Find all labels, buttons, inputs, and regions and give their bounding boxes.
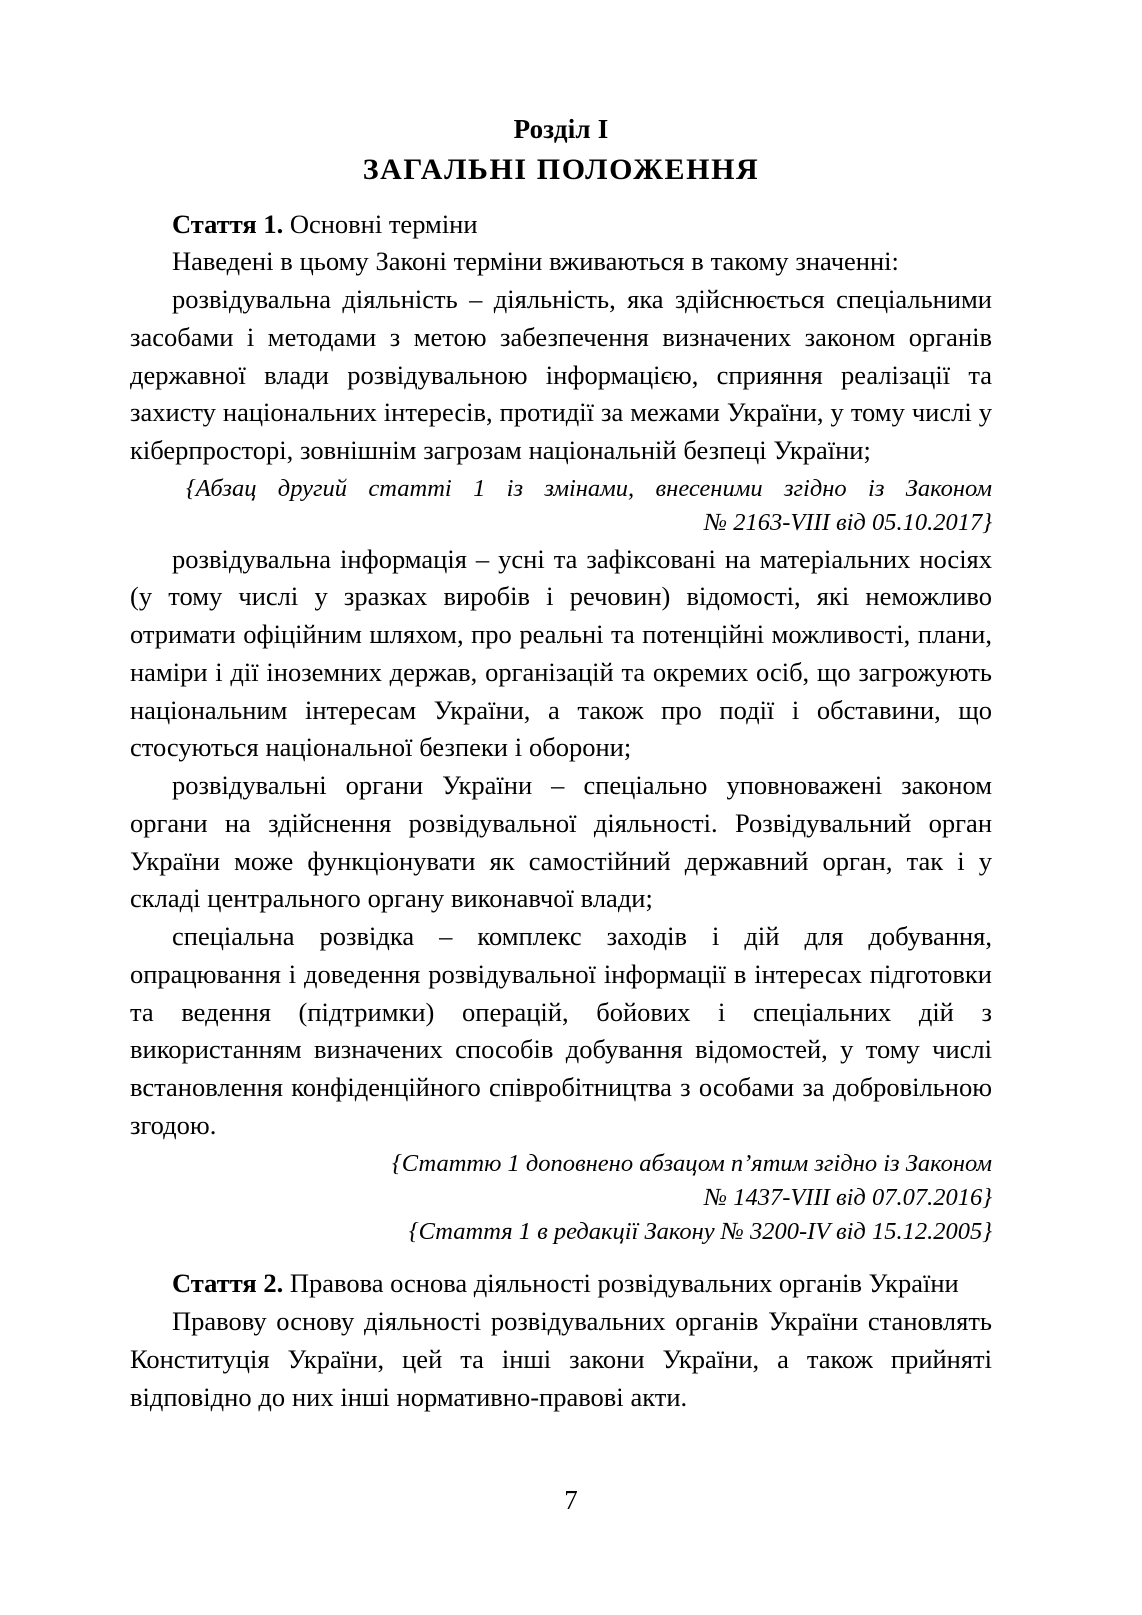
note-2-line-1: {Статтю 1 доповнено абзацом п’ятим згідно із Законом xyxy=(391,1149,992,1177)
article-1-title: Основні терміни xyxy=(283,208,478,239)
article-1-term-3: розвідувальні органи України – спеціально уповноважені законом органи на здійснення розвідувальної діяльності. Розвідувальний орган України може функціонувати як самостійний державний орган, так і у складі центрального органу виконавчої влади; xyxy=(130,770,992,914)
article-1-term-1: розвідувальна діяльність – діяльність, яка здійснюється спеціальними засобами і методами з метою забезпечення визначених законом органів державної влади розвідувальною інформацією, сприяння реалізації та захисту національних інтересів, протидії за межами України, у тому числі у кіберпросторі, зовнішнім загрозам національній безпеці України; xyxy=(130,284,992,466)
page-number: 7 xyxy=(564,1485,578,1515)
article-2-heading xyxy=(130,1265,992,1303)
note-3-line-1: {Стаття 1 в редакції Закону № 3200-IV від 15.12.2005} xyxy=(408,1218,992,1246)
article-1-note-2 xyxy=(130,1147,992,1250)
article-2-title: Правова основа діяльності розвідувальних органів України xyxy=(283,1268,959,1299)
article-1-term-2: розвідувальна інформація – усні та зафіксовані на матеріальних носіях (у тому числі у зразках виробів і речовин) відомості, які неможливо отримати офіційним шляхом, про реальні та потенційні можливості, плани, наміри і дії іноземних держав, організацій та окремих осіб, що загрожують національним інтересам України, а також про події і обставини, що стосуються національної безпеки і оборони; xyxy=(130,543,992,763)
article-1-heading xyxy=(130,206,992,244)
article-1-term-4: спеціальна розвідка – комплекс заходів і дій для добування, опрацювання і доведення розвідувальної інформації в інтересах підготовки та ведення (підтримки) операцій, бойових і спеціальних дій з використанням визначених способів добування відомостей, у тому числі встановлення конфіденційного співробітництва з особами за добровільною згодою. xyxy=(130,921,992,1140)
note-1-line-1: {Абзац другий статті 1 із змінами, внесеними згідно із Законом xyxy=(186,474,992,502)
article-2-paragraph-1: Правову основу діяльності розвідувальних органів України становлять Конституція України, цей та інші закони України, а також прийняті відповідно до них інші нормативно-правові акти. xyxy=(130,1306,992,1412)
note-2-line-2: № 1437-VIII від 07.07.2016} xyxy=(704,1183,992,1211)
chapter-title: ЗАГАЛЬНІ ПОЛОЖЕННЯ xyxy=(362,152,760,186)
article-1-number: Стаття 1. xyxy=(172,208,284,239)
article-1-note-1 xyxy=(130,472,992,541)
page-content xyxy=(130,112,992,1416)
article-2-number: Стаття 2. xyxy=(172,1268,284,1299)
chapter-label: Розділ I xyxy=(513,114,609,144)
section-spacer xyxy=(130,1249,992,1265)
note-1-line-2: № 2163-VIII від 05.10.2017} xyxy=(704,509,992,537)
article-1-intro: Наведені в цьому Законі терміни вживаються в такому значенні: xyxy=(172,246,899,277)
